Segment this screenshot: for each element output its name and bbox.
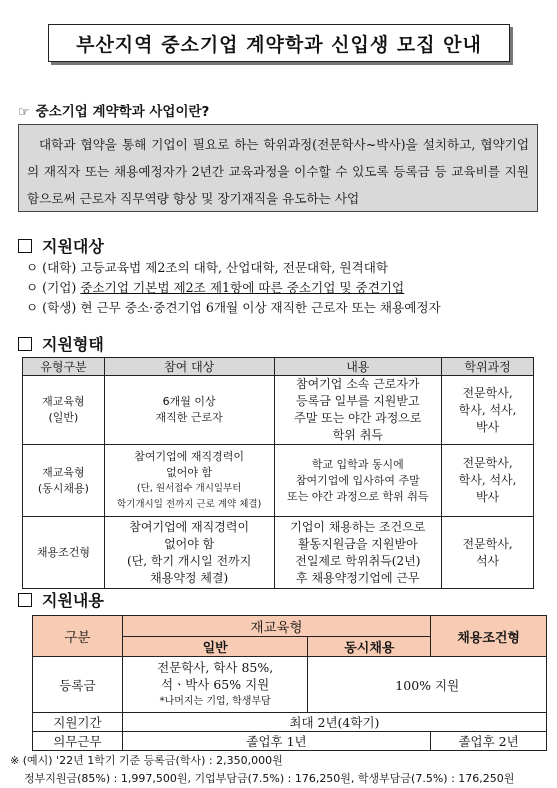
target-cell	[104, 517, 274, 589]
cell-line: 학기개시일 전까지 근로 계약 체결)	[117, 498, 262, 510]
table-row	[23, 517, 534, 589]
content-cell	[274, 376, 442, 445]
cell-line: 없어야 함	[164, 536, 215, 551]
list-item-text: 중소기업 기본법 제2조 제1항에 따른 중소기업 및 중견기업	[80, 280, 405, 295]
cell-line: 재직한 근로자	[155, 411, 223, 424]
cell-line: 전문학사,	[462, 536, 513, 551]
table-row	[33, 732, 547, 751]
list-item-text: 고등교육법 제2조의 대학, 산업대학, 전문대학, 원격대학	[80, 260, 389, 275]
table-header: 일반	[122, 637, 308, 657]
cell-line: (동시채용)	[37, 481, 89, 495]
cell-line: 기업이 채용하는 조건으로	[290, 519, 426, 534]
intro-heading-text: 중소기업 계약학과 사업이란?	[35, 104, 210, 120]
cell-line: 석사	[475, 553, 500, 568]
table-row	[33, 657, 547, 713]
list-item-prefix: ㅇ (기업)	[26, 280, 81, 295]
cell-line: (단, 원서접수 개시일부터	[136, 482, 242, 494]
page-title: 부산지역 중소기업 계약학과 신입생 모집 안내	[48, 24, 510, 62]
list-item	[26, 278, 441, 298]
table-header: 동시채용	[308, 637, 431, 657]
cell-line: 채용조건형	[36, 545, 90, 559]
cell-line: 참여기업 소속 근로자가	[296, 377, 420, 391]
support-type-table	[22, 357, 534, 589]
table-row	[23, 445, 534, 517]
cell-line: (일반)	[48, 411, 79, 424]
degree-cell	[442, 376, 534, 445]
table-header: 학위과정	[442, 358, 534, 376]
duty-retrain-cell: 졸업후 1년	[122, 732, 430, 751]
degree-cell	[442, 445, 534, 517]
cell-line: *나머지는 기업, 학생부담	[159, 696, 271, 707]
cell-line: 전일제로 학위취득(2년)	[295, 553, 421, 568]
table-header: 재교육형	[122, 616, 430, 637]
cell-line: 박사	[475, 490, 500, 504]
table-header-row	[33, 616, 547, 637]
type-cell	[23, 517, 105, 589]
section-heading-target	[18, 234, 104, 257]
list-item	[26, 298, 441, 318]
cell-line: 등록금 일부를 지원받고	[296, 394, 420, 408]
content-cell	[274, 517, 442, 589]
checkbox-square-icon	[18, 337, 32, 351]
pointing-hand-icon: ☞	[18, 105, 30, 120]
note-line: 정부지원금(85%) : 1,997,500원, 기업부담금(7.5%) : 176,250원, 학생부담금(7.5%) : 176,250원	[24, 772, 515, 785]
target-cell	[104, 445, 274, 517]
duty-hire-cell: 졸업후 2년	[431, 732, 547, 751]
cell-line: 6개월 이상	[162, 395, 216, 408]
section-heading-content-text: 지원내용	[42, 591, 104, 610]
tuition-general-cell	[122, 657, 308, 713]
intro-description-box	[18, 124, 538, 212]
table-header: 참여 대상	[104, 358, 274, 376]
table-header: 채용조건형	[431, 616, 547, 657]
row-label: 의무근무	[33, 732, 123, 751]
example-note	[10, 752, 514, 788]
content-cell	[274, 445, 442, 517]
list-item-text: 현 근무 중소·중견기업 6개월 이상 재직한 근로자 또는 채용예정자	[80, 300, 441, 315]
cell-line: 재교육형	[42, 465, 85, 479]
cell-line: 없어야 함	[166, 465, 213, 479]
cell-line: 전문학사,	[462, 385, 513, 400]
period-cell: 최대 2년(4학기)	[122, 713, 546, 732]
list-item	[26, 258, 441, 278]
cell-line: 활동지원금을 지원받아	[297, 536, 418, 551]
section-heading-target-text: 지원대상	[42, 237, 104, 256]
table-header: 유형구분	[23, 358, 105, 376]
cell-line: 학사, 석사,	[458, 402, 517, 417]
target-cell	[104, 376, 274, 445]
cell-line: 재교육형	[42, 395, 85, 408]
checkbox-square-icon	[18, 239, 32, 253]
checkbox-square-icon	[18, 593, 32, 607]
section-heading-content	[18, 588, 104, 611]
section-heading-type-text: 지원형태	[42, 335, 104, 354]
table-row	[23, 376, 534, 445]
cell-line: 또는 야간 과정으로 학위 취득	[287, 489, 429, 503]
cell-line: 후 채용약정기업에 근무	[296, 570, 420, 585]
type-cell	[23, 445, 105, 517]
table-header: 내용	[274, 358, 442, 376]
cell-line: 전문학사,	[462, 456, 513, 470]
table-row	[33, 713, 547, 732]
cell-line: 참여기업에 입사하여 주말	[295, 473, 420, 487]
section-heading-type	[18, 332, 104, 355]
tuition-other-cell: 100% 지원	[308, 657, 547, 713]
support-content-table	[32, 615, 547, 751]
cell-line: 주말 또는 야간 과정으로	[294, 411, 422, 425]
row-label: 등록금	[33, 657, 123, 713]
table-header: 구분	[33, 616, 123, 657]
cell-line: 학사, 석사,	[458, 473, 517, 487]
cell-line: 참여기업에 재직경력이	[129, 519, 250, 534]
cell-line: 박사	[475, 419, 500, 434]
note-line: ※ (예시) '22년 1학기 기준 등록금(학사) : 2,350,000원	[10, 754, 283, 767]
type-cell	[23, 376, 105, 445]
cell-line: (단, 학기 개시일 전까지	[127, 553, 252, 568]
cell-line: 학교 입학과 동시에	[311, 457, 404, 471]
cell-line: 석ㆍ박사 65% 지원	[161, 677, 270, 692]
cell-line: 채용약정 체결)	[150, 570, 229, 585]
target-list	[26, 258, 441, 318]
cell-line: 학위 취득	[332, 428, 383, 442]
degree-cell	[442, 517, 534, 589]
list-item-prefix: ㅇ (대학)	[26, 260, 81, 275]
table-header-row	[23, 358, 534, 376]
list-item-prefix: ㅇ (학생)	[26, 300, 81, 315]
row-label: 지원기간	[33, 713, 123, 732]
cell-line: 참여기업에 재직경력이	[134, 449, 245, 463]
intro-description: 대학과 협약을 통해 기업이 필요로 하는 학위과정(전문학사~박사)을 설치하고, 협약기업의 재직자 또는 채용예정자가 2년간 교육과정을 이수할 수 있도록 등록금 등 교육비를 지원함으로써 근로자 직무역량 향상 및 장기재직을 유도하는 사업	[27, 137, 529, 206]
intro-heading	[18, 100, 209, 120]
cell-line: 전문학사, 학사 85%,	[157, 660, 274, 675]
